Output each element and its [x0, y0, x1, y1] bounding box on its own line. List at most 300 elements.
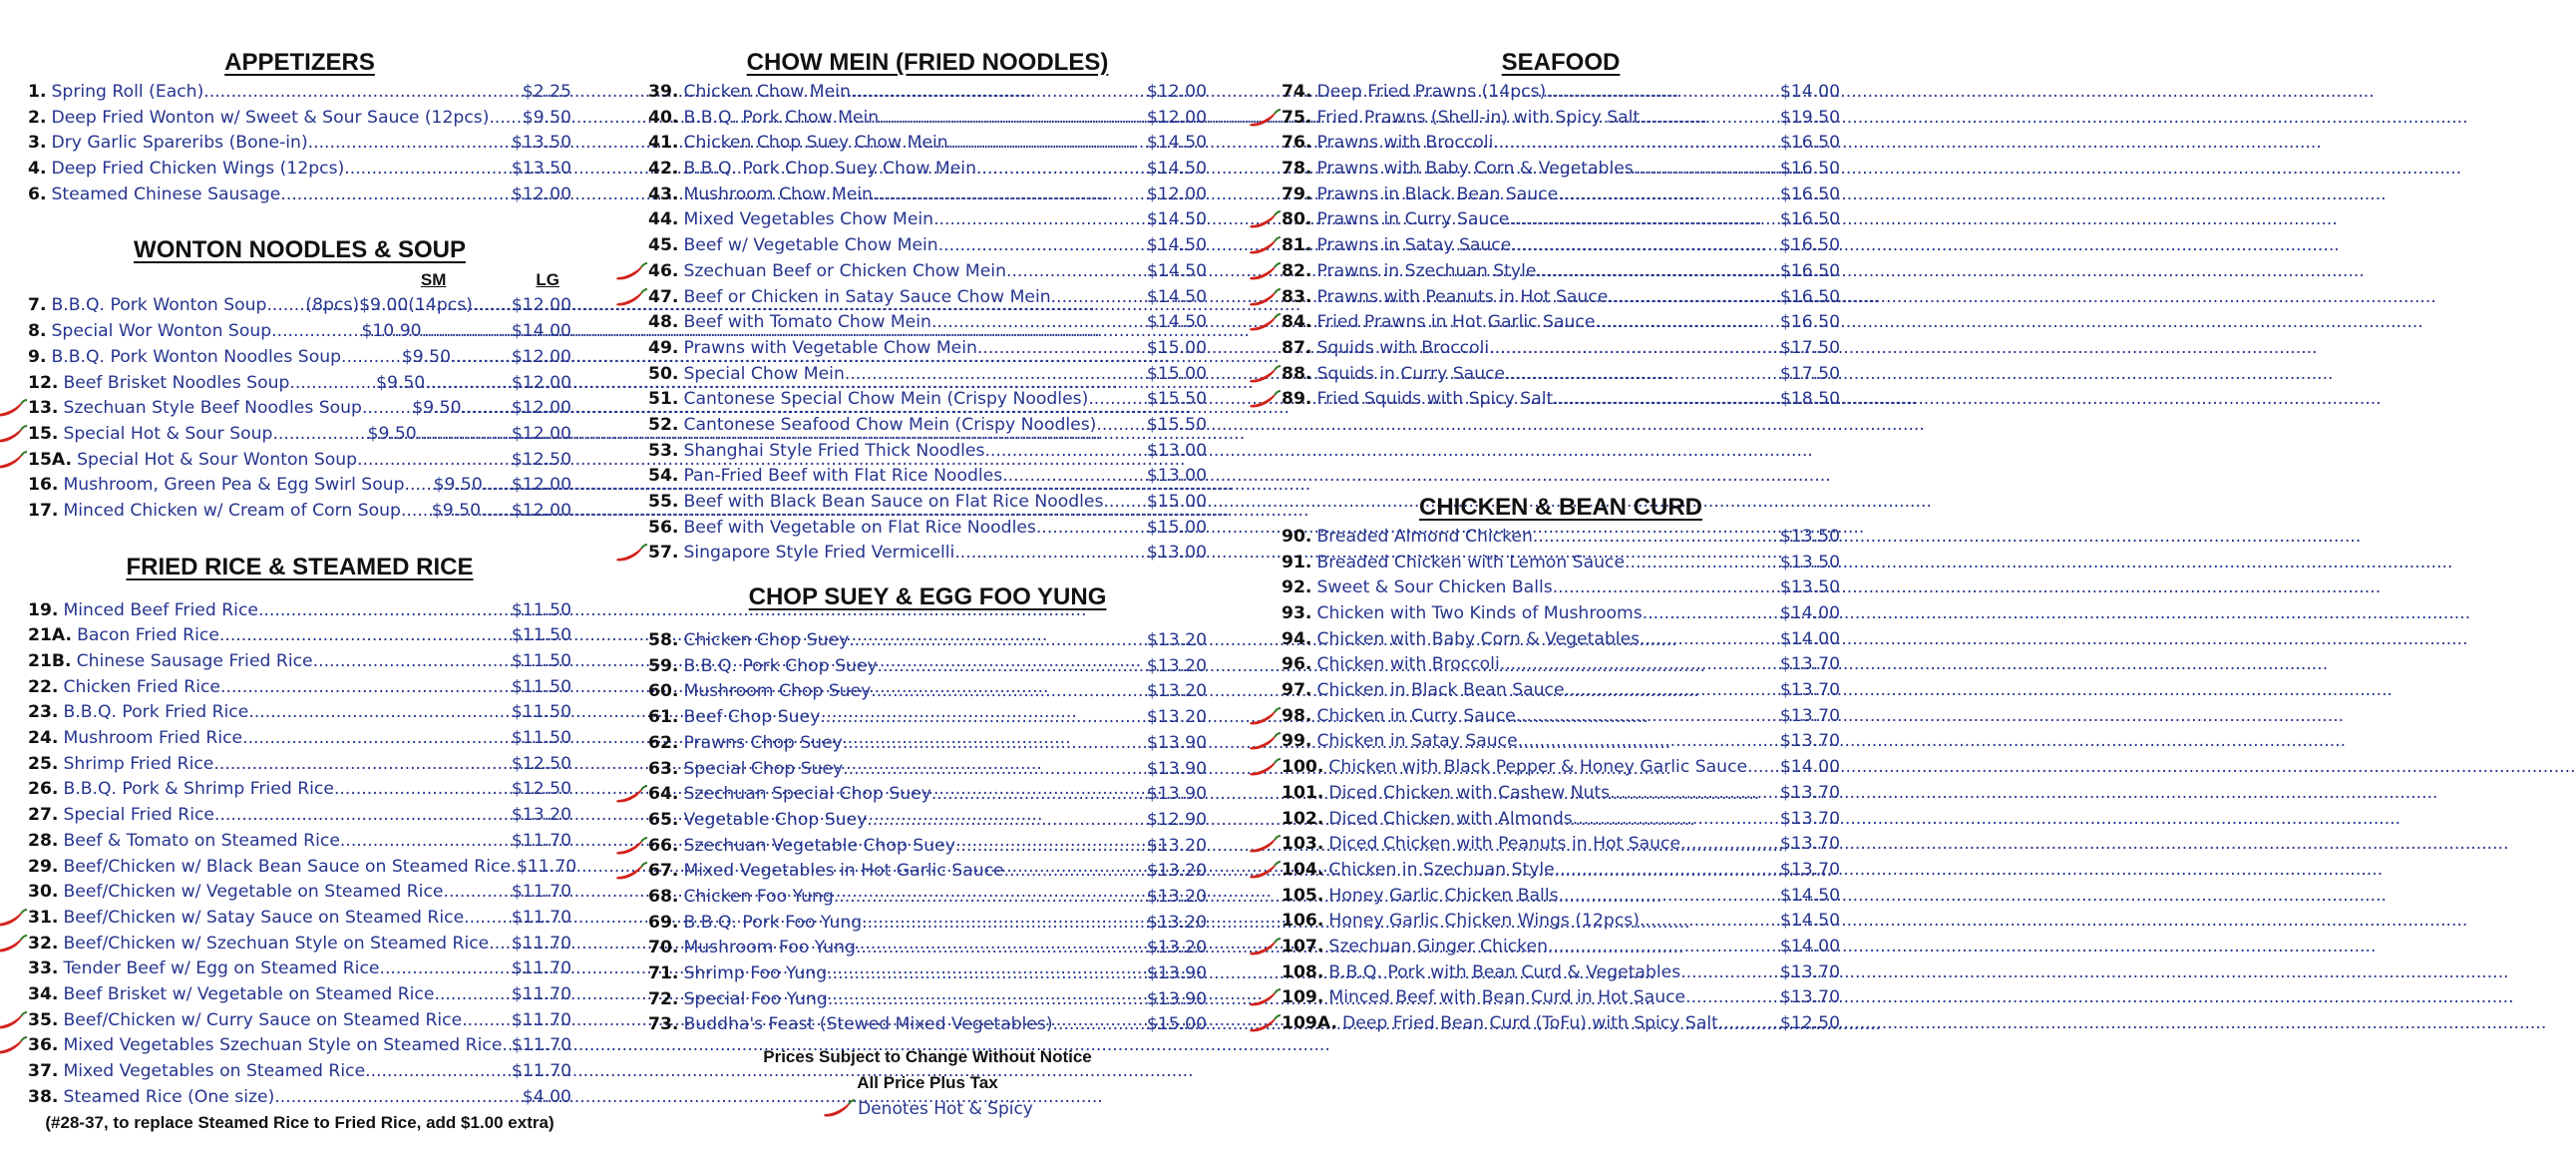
chili-pepper-icon: [1248, 109, 1282, 129]
item-name: Minced Beef with Bean Curd in Hot Sauce: [1328, 987, 1686, 1008]
fried-rice-heading: FRIED RICE & STEAMED RICE: [126, 553, 474, 580]
menu-item: [648, 464, 1207, 490]
item-number: 40.: [648, 107, 679, 128]
chili-pepper-icon: [1248, 835, 1282, 855]
item-number: 102.: [1282, 808, 1324, 829]
leader-dots: [1643, 601, 1780, 627]
leader-dots: [308, 131, 512, 157]
item-price: $14.50: [1146, 260, 1207, 281]
leader-dots: [1680, 832, 1780, 858]
item-number: 99.: [1282, 731, 1312, 752]
leader-dots: [948, 131, 1147, 157]
leader-dots: [843, 731, 1147, 757]
item-name: Prawns in Black Bean Sauce: [1316, 184, 1559, 204]
item-name: Singapore Style Fried Vermicelli: [683, 543, 955, 564]
item-price-small: $9.50: [367, 423, 417, 444]
seafood-list: [1282, 80, 1840, 413]
chili-pepper-icon: [0, 1036, 28, 1056]
leader-dots: [451, 345, 512, 371]
menu-item: [1282, 935, 1840, 960]
menu-item: [1282, 909, 1840, 935]
item-price: $13.20: [1146, 655, 1207, 676]
menu-item: [648, 131, 1207, 157]
chili-pepper-icon: [1248, 210, 1282, 230]
leader-dots: [931, 310, 1147, 336]
item-number: 72.: [648, 988, 679, 1009]
leader-dots: [334, 777, 512, 803]
item-price: $12.50: [511, 449, 571, 470]
leader-dots: [483, 473, 512, 499]
item-name: Chicken in Curry Sauce: [1316, 705, 1516, 726]
item-number: 15.: [28, 423, 59, 444]
menu-item: [28, 1008, 571, 1034]
leader-dots: [340, 829, 512, 855]
item-name: Prawns with Peanuts in Hot Sauce: [1316, 286, 1609, 307]
menu-item: [648, 911, 1207, 937]
menu-column-middle: [648, 46, 1207, 1122]
item-price: $13.20: [1146, 681, 1207, 702]
item-price: $13.90: [1146, 963, 1207, 983]
item-number: 31.: [28, 907, 59, 928]
chili-pepper-icon: [614, 288, 648, 308]
item-price: $14.00: [511, 321, 571, 342]
leader-dots: [248, 700, 512, 726]
item-name: Prawns in Curry Sauce: [1316, 209, 1510, 230]
item-number: 90.: [1282, 526, 1312, 547]
item-price: $15.00: [1146, 492, 1207, 512]
item-number: 25.: [28, 753, 59, 774]
item-number: 39.: [648, 82, 679, 102]
item-number: 24.: [28, 728, 59, 749]
item-price: $12.00: [511, 184, 571, 204]
item-number: 6.: [28, 184, 47, 204]
item-number: 49.: [648, 337, 679, 358]
item-number: 62.: [648, 732, 679, 753]
item-name: Mixed Vegetables Chow Mein: [683, 209, 934, 230]
item-number: 48.: [648, 312, 679, 333]
item-price: $14.00: [1779, 757, 1840, 778]
item-number: 44.: [648, 209, 679, 230]
item-price: $14.50: [1146, 312, 1207, 333]
leader-dots: [489, 106, 522, 132]
item-name: Deep Fried Prawns (14pcs): [1316, 82, 1547, 102]
menu-item: [28, 157, 571, 183]
menu-item: [1282, 1011, 1840, 1037]
item-price: $12.00: [511, 346, 571, 367]
item-number: 52.: [648, 414, 679, 435]
item-number: 50.: [648, 363, 679, 384]
menu-item: [648, 731, 1207, 757]
appetizers-heading: APPETIZERS: [224, 49, 375, 76]
leader-dots: [425, 371, 512, 397]
item-number: 36.: [28, 1035, 59, 1056]
leader-dots: [401, 499, 432, 525]
menu-item: [28, 855, 577, 881]
menu-item: [1282, 387, 1840, 413]
item-number: 98.: [1282, 705, 1312, 726]
item-name: Szechuan Ginger Chicken: [1328, 936, 1548, 957]
leader-dots: [462, 396, 512, 422]
leader-dots: [1006, 259, 1147, 285]
item-price: $16.50: [1779, 209, 1840, 230]
leader-dots: [843, 757, 1147, 783]
menu-item: [648, 705, 1207, 731]
item-price: $13.20: [1146, 912, 1207, 933]
item-price: $14.50: [1779, 885, 1840, 906]
leader-dots: [219, 623, 512, 649]
menu-item: [648, 679, 1207, 705]
leader-dots: [1558, 183, 1780, 208]
item-name: Special Chow Mein: [683, 363, 845, 384]
leader-dots: [856, 936, 1147, 961]
menu-item: [648, 106, 1207, 132]
leader-dots: [214, 803, 512, 829]
menu-item: [648, 157, 1207, 183]
item-number: 97.: [1282, 680, 1312, 701]
leader-dots: [1634, 157, 1780, 183]
item-name: Chicken in Szechuan Style: [1328, 859, 1555, 880]
item-name: Beef Brisket Noodles Soup: [63, 372, 290, 393]
item-name: Beef/Chicken w/ Black Bean Sauce on Steamed Rice: [63, 856, 512, 877]
chili-pepper-icon: [1248, 732, 1282, 752]
item-name: Fried Squids with Spicy Salt: [1316, 389, 1554, 410]
chili-pepper-icon: [614, 785, 648, 805]
item-name: Honey Garlic Chicken Balls: [1328, 885, 1559, 906]
menu-item: [1282, 729, 1840, 755]
leader-dots: [1685, 985, 1780, 1011]
item-name: Chicken Chop Suey Chow Mein: [683, 133, 948, 154]
item-name: Szechuan Style Beef Noodles Soup: [63, 398, 362, 419]
menu-item: [28, 726, 571, 752]
item-price: $11.70: [511, 983, 571, 1004]
item-price: $13.70: [1779, 680, 1840, 701]
item-price: $13.00: [1146, 440, 1207, 461]
item-price: $13.50: [1779, 552, 1840, 573]
item-price: $14.00: [1779, 82, 1840, 102]
item-name: Breaded Almond Chicken: [1316, 526, 1533, 547]
leader-dots: [834, 885, 1147, 911]
item-number: 46.: [648, 260, 679, 281]
leader-dots: [443, 880, 511, 906]
leader-dots: [462, 1008, 512, 1034]
item-number: 29.: [28, 856, 59, 877]
item-name: Mushroom Chop Suey: [683, 681, 872, 702]
leader-dots: [1493, 131, 1779, 157]
leader-dots: [1555, 858, 1780, 884]
item-number: 105.: [1282, 885, 1324, 906]
leader-dots: [344, 157, 512, 183]
item-price: $13.50: [1779, 577, 1840, 598]
leader-dots: [1573, 807, 1780, 833]
item-number: 109.: [1282, 987, 1324, 1008]
item-price: $12.00: [511, 475, 571, 496]
leader-dots: [1718, 1011, 1780, 1037]
item-number: 2.: [28, 107, 47, 128]
menu-item: [28, 396, 571, 422]
item-number: 88.: [1282, 363, 1312, 384]
menu-item: [28, 473, 571, 499]
item-name: Chicken Foo Yung: [683, 886, 834, 907]
chili-pepper-icon: [1248, 938, 1282, 958]
item-number: 68.: [648, 886, 679, 907]
menu-item: [28, 598, 571, 624]
leader-dots: [873, 183, 1147, 208]
menu-item: [28, 499, 571, 525]
chili-pepper-icon: [1248, 313, 1282, 333]
chili-pepper-icon: [0, 909, 28, 929]
item-name: Beef Brisket w/ Vegetable on Steamed Rice: [63, 983, 435, 1004]
menu-item: [648, 808, 1207, 834]
item-number: 21B.: [28, 651, 72, 671]
item-number: 1.: [28, 82, 47, 102]
menu-item: [648, 80, 1207, 106]
leader-dots: [280, 183, 511, 208]
item-price: $13.70: [1779, 782, 1840, 803]
item-name: Mushroom Fried Rice: [63, 728, 243, 749]
item-name: Diced Chicken with Peanuts in Hot Sauce: [1328, 834, 1681, 855]
menu-item: [1282, 183, 1840, 208]
menu-item: [648, 336, 1207, 362]
item-number: 60.: [648, 681, 679, 702]
leader-dots: [867, 808, 1147, 834]
chili-pepper-icon: [614, 544, 648, 564]
menu-item: [28, 700, 571, 726]
item-price: $14.50: [1146, 133, 1207, 154]
leader-dots: [820, 705, 1147, 731]
item-name: Steamed Rice (One size): [63, 1086, 275, 1107]
leader-dots: [1608, 285, 1780, 311]
leader-dots: [422, 319, 512, 345]
item-number: 22.: [28, 676, 59, 697]
item-price: $11.70: [511, 1061, 571, 1081]
item-price: $13.00: [1146, 466, 1207, 487]
item-price: $15.00: [1146, 337, 1207, 358]
item-name: Pan-Fried Beef with Flat Rice Noodles: [683, 466, 1003, 487]
item-number: 35.: [28, 1009, 59, 1030]
item-name: Spring Roll (Each): [51, 82, 204, 102]
item-number: 9.: [28, 346, 47, 367]
item-price: $19.50: [1779, 107, 1840, 128]
leader-dots: [1565, 678, 1780, 704]
leader-dots: [1625, 551, 1780, 576]
menu-item: [1282, 576, 1840, 601]
leader-dots: [357, 448, 512, 474]
menu-item: [1282, 525, 1840, 551]
item-price-small: $9.50: [412, 398, 462, 419]
menu-item: [648, 936, 1207, 961]
leader-dots: [1680, 960, 1780, 986]
item-name: Squids in Curry Sauce: [1316, 363, 1506, 384]
leader-dots: [1559, 884, 1780, 910]
item-price: $14.50: [1146, 209, 1207, 230]
chili-pepper-icon: [614, 862, 648, 882]
chop-suey-list: [648, 628, 1207, 1038]
item-name: Special Fried Rice: [63, 805, 215, 826]
menu-item: [1282, 858, 1840, 884]
chili-pepper-icon: [1248, 288, 1282, 308]
item-price: $13.70: [1779, 961, 1840, 982]
menu-item: [1282, 807, 1840, 833]
leader-dots: [274, 1085, 522, 1111]
item-name: B.B.Q. Pork with Bean Curd & Vegetables: [1328, 961, 1681, 982]
menu-item: [1282, 652, 1840, 678]
item-price: $11.50: [511, 728, 571, 749]
item-name: Beef/Chicken w/ Szechuan Style on Steamed Rice: [63, 933, 490, 954]
menu-item: [28, 675, 571, 701]
menu-item: [1282, 678, 1840, 704]
item-name: Prawns with Broccoli: [1316, 133, 1494, 154]
item-number: 80.: [1282, 209, 1312, 230]
item-name: Deep Fried Bean Curd (ToFu) with Spicy Salt: [1342, 1013, 1718, 1033]
menu-item: [1282, 755, 1840, 781]
menu-item: [1282, 960, 1840, 986]
item-price: $13.20: [1146, 861, 1207, 882]
menu-item: [648, 1012, 1207, 1038]
item-name: Chicken with Black Pepper & Honey Garlic Sauce: [1328, 757, 1748, 778]
menu-item: [1282, 336, 1840, 362]
item-name: Minced Beef Fried Rice: [63, 599, 258, 620]
leader-dots: [481, 499, 512, 525]
item-number: 34.: [28, 983, 59, 1004]
item-price: $14.00: [1779, 603, 1840, 623]
chili-pepper-icon: [1248, 1014, 1282, 1034]
item-number: 64.: [648, 784, 679, 805]
menu-item: [1282, 832, 1840, 858]
item-name: Squids with Broccoli: [1316, 337, 1490, 358]
item-number: 45.: [648, 235, 679, 256]
item-number: 53.: [648, 440, 679, 461]
item-name: Breaded Chicken with Lemon Sauce: [1316, 552, 1626, 573]
leader-dots: [977, 336, 1147, 362]
menu-item: [28, 880, 571, 906]
item-price-small: $9.50: [431, 500, 482, 521]
chili-pepper-icon: [822, 1099, 856, 1119]
item-name: Beef/Chicken w/ Vegetable on Steamed Rice: [63, 882, 444, 903]
item-price: $13.70: [1779, 731, 1840, 752]
leader-dots: [1505, 362, 1780, 388]
item-name: Prawns in Satay Sauce: [1316, 235, 1512, 256]
item-name: Cantonese Seafood Chow Mein (Crispy Noodles): [683, 414, 1097, 435]
item-number: 78.: [1282, 159, 1312, 180]
item-number: 19.: [28, 599, 59, 620]
item-price: $15.00: [1146, 1014, 1207, 1035]
item-name: Deep Fried Chicken Wings (12pcs): [51, 159, 345, 180]
item-price: $12.00: [511, 423, 571, 444]
item-price: $13.90: [1146, 758, 1207, 779]
size-header: [28, 267, 571, 293]
leader-dots: [203, 80, 523, 106]
menu-item: [648, 987, 1207, 1013]
leader-dots: [213, 752, 511, 778]
tax-notice: All Price Plus Tax: [857, 1073, 998, 1093]
item-price: $18.50: [1779, 389, 1840, 410]
leader-dots: [1088, 387, 1147, 413]
leader-dots: [1518, 729, 1780, 755]
item-name: Honey Garlic Chicken Wings (12pcs): [1328, 911, 1640, 932]
item-price: $16.50: [1779, 312, 1840, 333]
item-price-small: $9.50: [433, 475, 483, 496]
leader-dots: [405, 473, 434, 499]
leader-dots: [362, 396, 412, 422]
menu-item: [648, 516, 1207, 542]
item-name: Minced Chicken w/ Cream of Corn Soup: [63, 500, 401, 521]
item-number: 51.: [648, 389, 679, 410]
menu-item: [1282, 627, 1840, 653]
leader-dots: [1516, 704, 1780, 730]
leader-dots: [1536, 259, 1779, 285]
item-number: 81.: [1282, 235, 1312, 256]
item-number: 55.: [648, 492, 679, 512]
menu-item: [1282, 781, 1840, 807]
item-name: Special Chop Suey: [683, 758, 844, 779]
menu-item: [28, 293, 571, 319]
item-name: Beef or Chicken in Satay Sauce Chow Mein: [683, 286, 1051, 307]
seafood-heading: SEAFOOD: [1501, 49, 1621, 76]
item-price: $16.50: [1779, 260, 1840, 281]
spicy-legend: [648, 1096, 1207, 1122]
item-number: 92.: [1282, 577, 1312, 598]
item-price: $13.90: [1146, 988, 1207, 1009]
menu-item: [1282, 704, 1840, 730]
menu-item: [1282, 157, 1840, 183]
item-name: Beef with Vegetable on Flat Rice Noodles: [683, 517, 1036, 538]
menu-item: [648, 859, 1207, 885]
item-name: B.B.Q. Pork Chow Mein: [683, 107, 880, 128]
menu-item: [28, 1059, 571, 1085]
item-price: $12.50: [511, 753, 571, 774]
item-price: $14.00: [1779, 936, 1840, 957]
item-price: $13.20: [1146, 707, 1207, 728]
fried-rice-note: (#28-37, to replace Steamed Rice to Fried Rice, add $1.00 extra): [45, 1113, 554, 1133]
leader-dots: [849, 628, 1147, 654]
menu-item: [648, 757, 1207, 783]
item-number: 30.: [28, 882, 59, 903]
leader-dots: [955, 834, 1147, 860]
item-number: 41.: [648, 133, 679, 154]
item-price: $16.50: [1779, 286, 1840, 307]
item-number: 47.: [648, 286, 679, 307]
chili-pepper-icon: [1248, 365, 1282, 385]
item-number: 3.: [28, 133, 47, 154]
menu-item: [28, 777, 571, 803]
menu-item: [648, 387, 1207, 413]
item-number: 63.: [648, 758, 679, 779]
item-price: $14.50: [1146, 286, 1207, 307]
item-number: 32.: [28, 933, 59, 954]
item-price: $13.70: [1779, 987, 1840, 1008]
item-name: Special Hot & Sour Soup: [63, 423, 273, 444]
menu-item: [1282, 601, 1840, 627]
chili-pepper-icon: [1248, 758, 1282, 778]
menu-item: [1282, 259, 1840, 285]
leader-dots: [464, 906, 512, 932]
item-price: $4.00: [522, 1086, 571, 1107]
item-number: 75.: [1282, 107, 1312, 128]
chicken-list: [1282, 525, 1840, 1037]
item-number: 93.: [1282, 603, 1312, 623]
chili-pepper-icon: [0, 451, 28, 471]
item-number: 59.: [648, 655, 679, 676]
item-number: 12.: [28, 372, 59, 393]
leader-dots: [313, 649, 512, 675]
item-number: 103.: [1282, 834, 1324, 855]
chow-mein-heading: CHOW MEIN (FRIED NOODLES): [746, 49, 1109, 76]
menu-item: [1282, 233, 1840, 259]
leader-dots: [1553, 387, 1780, 413]
item-name: Beef with Tomato Chow Mein: [683, 312, 931, 333]
fried-rice-list: [28, 598, 577, 1111]
menu-item: [648, 834, 1207, 860]
